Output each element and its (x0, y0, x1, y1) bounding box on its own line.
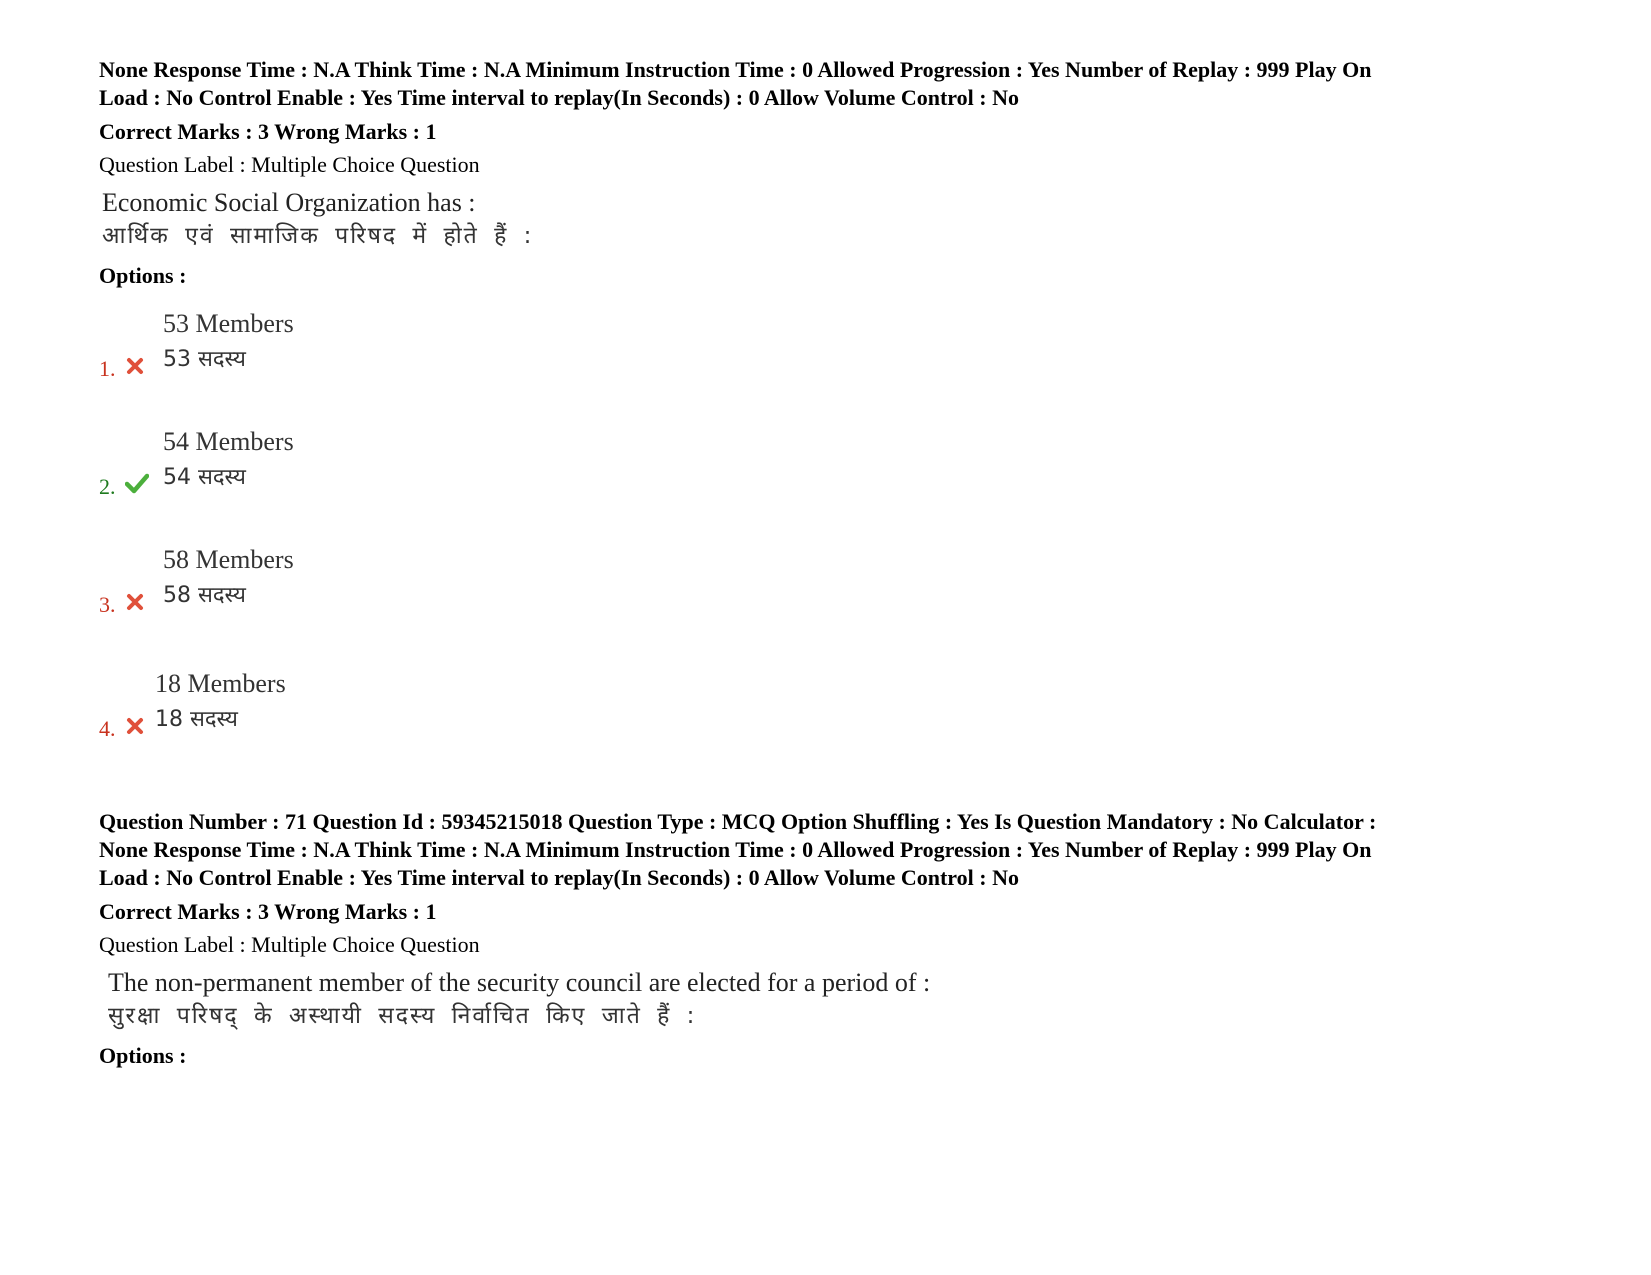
option-item (99, 424, 699, 542)
option-text-english: 53 Members (163, 309, 294, 338)
option-number: 1. (99, 356, 116, 381)
marks-line: Correct Marks : 3 Wrong Marks : 1 (99, 899, 437, 924)
question-meta-line: None Response Time : N.A Think Time : N.A Minimum Instruction Time : 0 Allowed Progression : Yes Number of Replay : 999 Play On (99, 57, 1372, 82)
question-text-hindi: सुरक्षा परिषद् के अस्थायी सदस्य निर्वाचित किए जाते हैं : (108, 1003, 697, 1029)
option-item (99, 306, 699, 424)
options-heading: Options : (99, 1043, 187, 1068)
question-meta-line: None Response Time : N.A Think Time : N.A Minimum Instruction Time : 0 Allowed Progression : Yes Number of Replay : 999 Play On (99, 837, 1372, 862)
question-text-english: The non-permanent member of the security council are elected for a period of : (108, 968, 931, 997)
question-71 (99, 808, 1569, 1070)
option-text-hindi: 53 सदस्य (163, 347, 246, 372)
check-icon (125, 472, 149, 494)
question-text (99, 967, 1569, 1032)
options-list (99, 306, 699, 778)
marks-line: Correct Marks : 3 Wrong Marks : 1 (99, 119, 437, 144)
question-meta-line: Load : No Control Enable : Yes Time interval to replay(In Seconds) : 0 Allow Volume Control : No (99, 85, 1019, 110)
question-label: Question Label : Multiple Choice Question (99, 152, 480, 177)
cross-icon (125, 592, 145, 612)
question-meta-line: Question Number : 71 Question Id : 59345215018 Question Type : MCQ Option Shuffling : Yes Is Question Mandatory : No Calculator : (99, 809, 1377, 834)
option-item (99, 660, 699, 778)
option-text-hindi: 58 सदस्य (163, 583, 246, 608)
options-heading: Options : (99, 263, 187, 288)
cross-icon (125, 716, 145, 736)
question-text-hindi: आर्थिक एवं सामाजिक परिषद में होते हैं : (102, 223, 534, 249)
question-meta-line: Load : No Control Enable : Yes Time interval to replay(In Seconds) : 0 Allow Volume Control : No (99, 865, 1019, 890)
option-number: 4. (99, 716, 116, 741)
question-text (99, 187, 1569, 252)
option-number: 2. (99, 474, 116, 499)
question-label: Question Label : Multiple Choice Question (99, 932, 480, 957)
question-70 (99, 56, 1569, 290)
option-text-hindi: 18 सदस्य (155, 707, 238, 732)
option-text-english: 54 Members (163, 427, 294, 456)
option-text-english: 58 Members (163, 545, 294, 574)
question-text-english: Economic Social Organization has : (102, 188, 476, 217)
option-number: 3. (99, 592, 116, 617)
cross-icon (125, 356, 145, 376)
option-text-hindi: 54 सदस्य (163, 465, 246, 490)
option-text-english: 18 Members (155, 669, 286, 698)
option-item (99, 542, 699, 660)
